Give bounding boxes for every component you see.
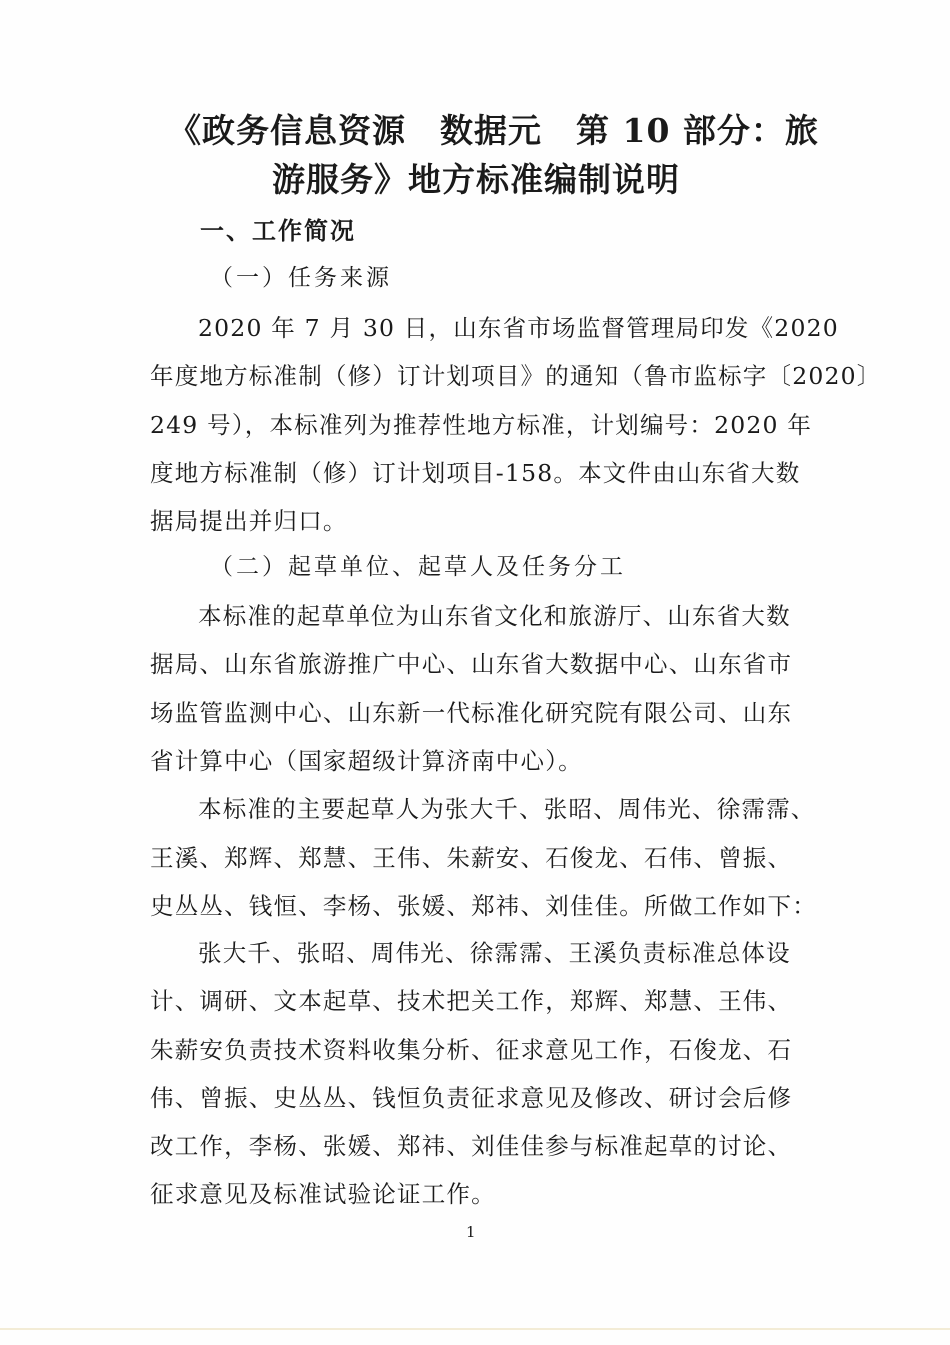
paragraph-line: 伟、曾振、史丛丛、钱恒负责征求意见及修改、研讨会后修 bbox=[150, 1084, 793, 1112]
subsection-heading-task-source: （一）任务来源 bbox=[210, 265, 392, 291]
paragraph-line: 征求意见及标准试验论证工作。 bbox=[150, 1180, 496, 1208]
paragraph-line: 张大千、张昭、周伟光、徐霈霈、王溪负责标准总体设 bbox=[198, 939, 791, 967]
paragraph-line: 场监管监测中心、山东新一代标准化研究院有限公司、山东 bbox=[150, 699, 793, 727]
page-number: 1 bbox=[466, 1223, 476, 1241]
paragraph-line: 年度地方标准制（修）订计划项目》的通知（鲁市监标字〔2020〕 bbox=[150, 362, 882, 390]
paragraph-line: 改工作，李杨、张媛、郑祎、刘佳佳参与标准起草的讨论、 bbox=[150, 1132, 793, 1160]
scan-edge-divider bbox=[0, 1328, 950, 1330]
section-heading-work-overview: 一、工作简况 bbox=[200, 216, 356, 245]
paragraph-line: 249 号），本标准列为推荐性地方标准，计划编号：2020 年 bbox=[150, 411, 813, 439]
paragraph-line: 王溪、郑辉、郑慧、王伟、朱薪安、石俊龙、石伟、曾振、 bbox=[150, 844, 793, 872]
paragraph-line: 据局提出并归口。 bbox=[150, 507, 348, 535]
paragraph-line: 朱薪安负责技术资料收集分析、征求意见工作，石俊龙、石 bbox=[150, 1036, 793, 1064]
document-title-line-2: 游服务》地方标准编制说明 bbox=[272, 160, 680, 199]
paragraph-line: 本标准的主要起草人为张大千、张昭、周伟光、徐霈霈、 bbox=[198, 795, 816, 823]
subsection-heading-drafting-units: （二）起草单位、起草人及任务分工 bbox=[210, 554, 626, 580]
paragraph-line: 本标准的起草单位为山东省文化和旅游厅、山东省大数 bbox=[198, 602, 791, 630]
paragraph-line: 史丛丛、钱恒、李杨、张媛、郑祎、刘佳佳。所做工作如下： bbox=[150, 892, 817, 920]
paragraph-line: 度地方标准制（修）订计划项目-158。本文件由山东省大数 bbox=[150, 459, 801, 487]
document-title-line-1: 《政务信息资源 数据元 第 10 部分：旅 bbox=[168, 111, 819, 150]
paragraph-line: 2020 年 7 月 30 日，山东省市场监督管理局印发《2020 bbox=[198, 314, 839, 342]
paragraph-line: 计、调研、文本起草、技术把关工作，郑辉、郑慧、王伟、 bbox=[150, 987, 793, 1015]
paragraph-line: 据局、山东省旅游推广中心、山东省大数据中心、山东省市 bbox=[150, 650, 793, 678]
paragraph-line: 省计算中心（国家超级计算济南中心）。 bbox=[150, 747, 583, 775]
